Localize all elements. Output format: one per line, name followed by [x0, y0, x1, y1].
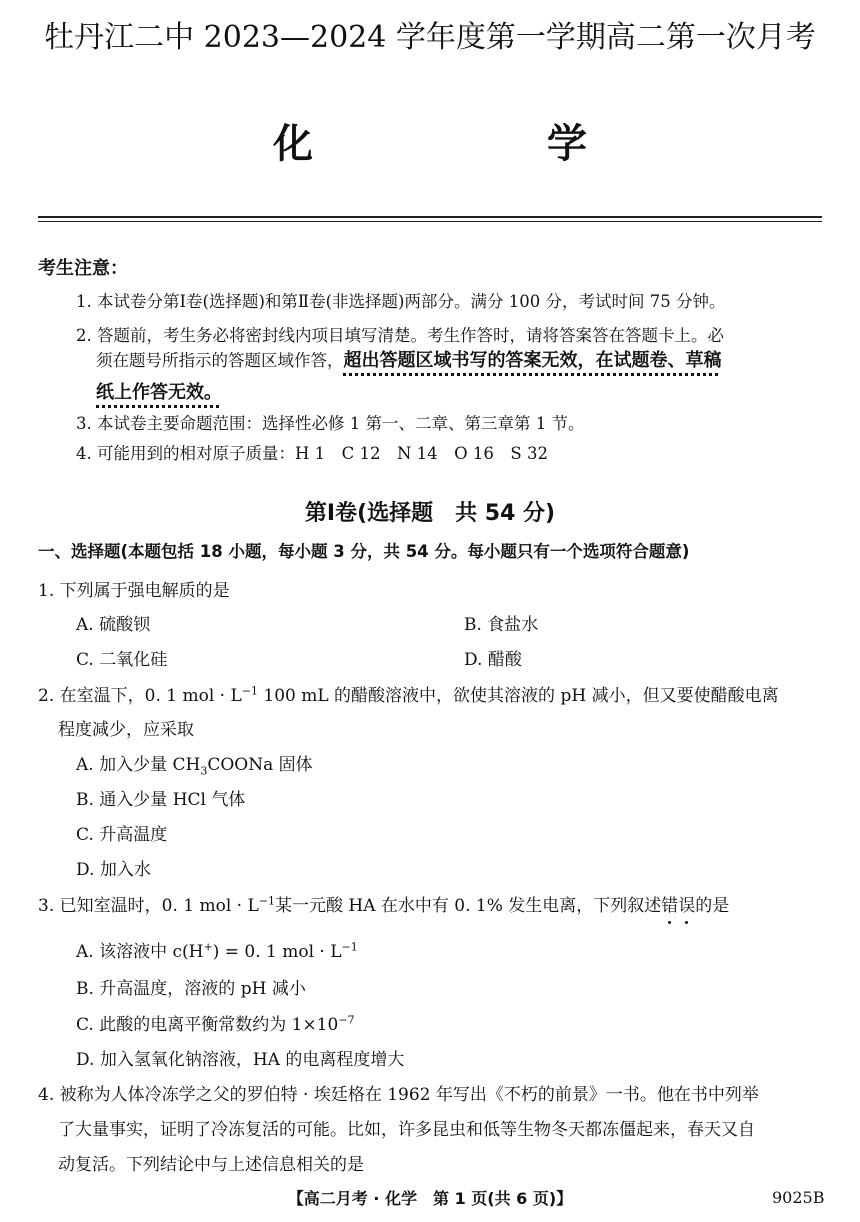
notice-item-3: 3. 本试卷主要命题范围：选择性必修 1 第一、二章、第三章第 1 节。	[76, 414, 585, 433]
part-heading: 一、选择题(本题包括 18 小题，每小题 3 分，共 54 分。每小题只有一个选项符合题意)	[38, 542, 690, 561]
question-3-option-d: D. 加入氢氧化钠溶液，HA 的电离程度增大	[76, 1050, 405, 1070]
question-2-stem-pre: 2. 在室温下，0. 1 mol · L	[38, 686, 242, 706]
header-rule-thick	[38, 216, 822, 218]
question-3-stem	[38, 891, 729, 916]
question-3-stem-mid: 某一元酸 HA 在水中有 0. 1% 发生电离，下列叙述	[274, 896, 662, 916]
question-2-option-c: C. 升高温度	[76, 825, 168, 845]
notice-item-2-line-2	[96, 346, 722, 372]
question-2-stem-post: 100 mL 的醋酸溶液中，欲使其溶液的 pH 减小，但又要使醋酸电离	[257, 686, 779, 706]
question-3-emphasis-2: 误	[678, 896, 696, 916]
question-2-option-a	[76, 750, 313, 778]
question-3-option-a	[76, 937, 358, 962]
page-footer: 【高二月考 · 化学 第 1 页(共 6 页)】	[287, 1189, 573, 1208]
notice-item-2-plain: 须在题号所指示的答题区域作答，	[96, 351, 344, 370]
notice-heading: 考生注意：	[38, 258, 128, 279]
notice-item-1: 1. 本试卷分第Ⅰ卷(选择题)和第Ⅱ卷(非选择题)两部分。满分 100 分，考试时间 75 分钟。	[76, 292, 726, 311]
question-1-option-c: C. 二氧化硅	[76, 650, 168, 670]
question-3-option-c-pre: C. 此酸的电离平衡常数约为 1×10	[76, 1015, 339, 1035]
question-2-stem-sup: −1	[241, 684, 258, 698]
question-3-option-b: B. 升高温度，溶液的 pH 减小	[76, 979, 306, 999]
section-title: 第Ⅰ卷(选择题 共 54 分)	[304, 501, 556, 526]
question-3-option-a-sup1: +	[203, 940, 213, 954]
question-3-option-a-mid: ) = 0. 1 mol · L	[212, 942, 342, 962]
paper-code: 9025B	[772, 1188, 825, 1207]
question-3-stem-sup: −1	[258, 894, 275, 908]
question-4-line-3: 动复活。下列结论中与上述信息相关的是	[58, 1155, 364, 1175]
question-1-option-b: B. 食盐水	[464, 615, 539, 635]
question-4-line-1: 4. 被称为人体冷冻学之父的罗伯特 · 埃廷格在 1962 年写出《不朽的前景》一书。他在书中列举	[38, 1085, 759, 1105]
question-3-option-c	[76, 1010, 355, 1035]
subject-title: 化 学	[273, 120, 697, 167]
question-2-option-d: D. 加入水	[76, 860, 151, 880]
question-4-line-2: 了大量事实，证明了冷冻复活的可能。比如，许多昆虫和低等生物冬天都冻僵起来，春天又自	[58, 1120, 755, 1140]
question-1-stem: 1. 下列属于强电解质的是	[38, 581, 230, 601]
notice-item-2-line-1: 2. 答题前，考生务必将密封线内项目填写清楚。考生作答时，请将答案答在答题卡上。必	[76, 326, 724, 345]
question-2-stem-line-2: 程度减少，应采取	[58, 720, 194, 740]
question-2-stem	[38, 681, 779, 706]
question-3-stem-pre: 3. 已知室温时，0. 1 mol · L	[38, 896, 259, 916]
question-2-option-a-sub: 3	[200, 764, 208, 778]
notice-item-2-emphasis-end: 纸上作答无效。	[96, 382, 222, 403]
question-2-option-a-pre: A. 加入少量 CH	[76, 755, 201, 775]
notice-item-4: 4. 可能用到的相对原子质量：H 1 C 12 N 14 O 16 S 32	[76, 444, 548, 463]
question-1-option-a: A. 硫酸钡	[76, 615, 151, 635]
question-2-option-a-post: COONa 固体	[207, 755, 313, 775]
question-3-option-a-sup2: −1	[341, 940, 358, 954]
question-1-option-d: D. 醋酸	[464, 650, 522, 670]
question-2-option-b: B. 通入少量 HCl 气体	[76, 790, 246, 810]
question-3-emphasis-1: 错	[661, 896, 679, 916]
question-3-option-c-sup: −7	[338, 1013, 355, 1027]
header-rule-thin	[38, 221, 822, 222]
notice-item-2-emphasis: 超出答题区域书写的答案无效，在试题卷、草稿	[343, 350, 722, 371]
notice-item-2-line-3	[96, 378, 222, 404]
exam-title: 牡丹江二中 2023—2024 学年度第一学期高二第一次月考	[44, 20, 816, 55]
question-3-option-a-pre: A. 该溶液中 c(H	[76, 942, 204, 962]
question-3-stem-end: 的是	[695, 896, 730, 916]
